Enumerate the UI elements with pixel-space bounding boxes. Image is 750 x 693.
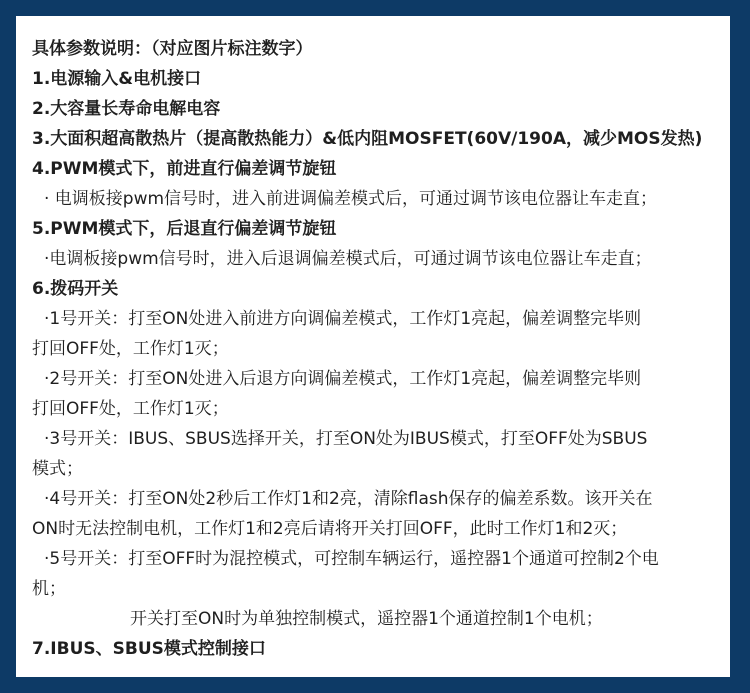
switch-3-desc-cont: 模式；: [32, 459, 83, 479]
spec-item-4: 4.PWM模式下，前进直行偏差调节旋钮: [32, 159, 337, 179]
switch-1-desc-cont: 打回OFF处，工作灯1灭；: [32, 339, 229, 359]
spec-title: 具体参数说明：（对应图片标注数字）: [32, 39, 313, 59]
spec-item-4-desc: · 电调板接pwm信号时，进入前进调偏差模式后，可通过调节该电位器让车走直；: [44, 189, 658, 209]
switch-5-desc-on: 开关打至ON时为单独控制模式，遥控器1个通道控制1个电机；: [130, 609, 603, 629]
switch-4-desc: ·4号开关：打至ON处2秒后工作灯1和2亮，清除flash保存的偏差系数。该开关在: [44, 489, 653, 509]
switch-5-desc: ·5号开关：打至OFF时为混控模式，可控制车辆运行，遥控器1个通道可控制2个电: [44, 549, 659, 569]
spec-item-5-desc: ·电调板接pwm信号时，进入后退调偏差模式后，可通过调节该电位器让车走直；: [44, 249, 652, 269]
spec-item-6: 6.拨码开关: [32, 279, 119, 299]
spec-text-block: [32, 34, 720, 664]
spec-item-7: 7.IBUS、SBUS模式控制接口: [32, 639, 266, 659]
switch-4-desc-cont: ON时无法控制电机，工作灯1和2亮后请将开关打回OFF，此时工作灯1和2灭；: [32, 519, 628, 539]
switch-1-desc: ·1号开关：打至ON处进入前进方向调偏差模式，工作灯1亮起，偏差调整完毕则: [44, 309, 642, 329]
switch-2-desc: ·2号开关：打至ON处进入后退方向调偏差模式，工作灯1亮起，偏差调整完毕则: [44, 369, 642, 389]
spec-item-3: 3.大面积超高散热片（提高散热能力）&低内阻MOSFET(60V/190A，减少MOS发热): [32, 129, 703, 149]
content-panel: [16, 16, 730, 677]
switch-2-desc-cont: 打回OFF处，工作灯1灭；: [32, 399, 229, 419]
switch-5-desc-cont: 机；: [32, 579, 66, 599]
spec-item-1: 1.电源输入&电机接口: [32, 69, 202, 89]
spec-item-2: 2.大容量长寿命电解电容: [32, 99, 221, 119]
switch-3-desc: ·3号开关：IBUS、SBUS选择开关，打至ON处为IBUS模式，打至OFF处为SBUS: [44, 429, 648, 449]
spec-item-5: 5.PWM模式下，后退直行偏差调节旋钮: [32, 219, 337, 239]
